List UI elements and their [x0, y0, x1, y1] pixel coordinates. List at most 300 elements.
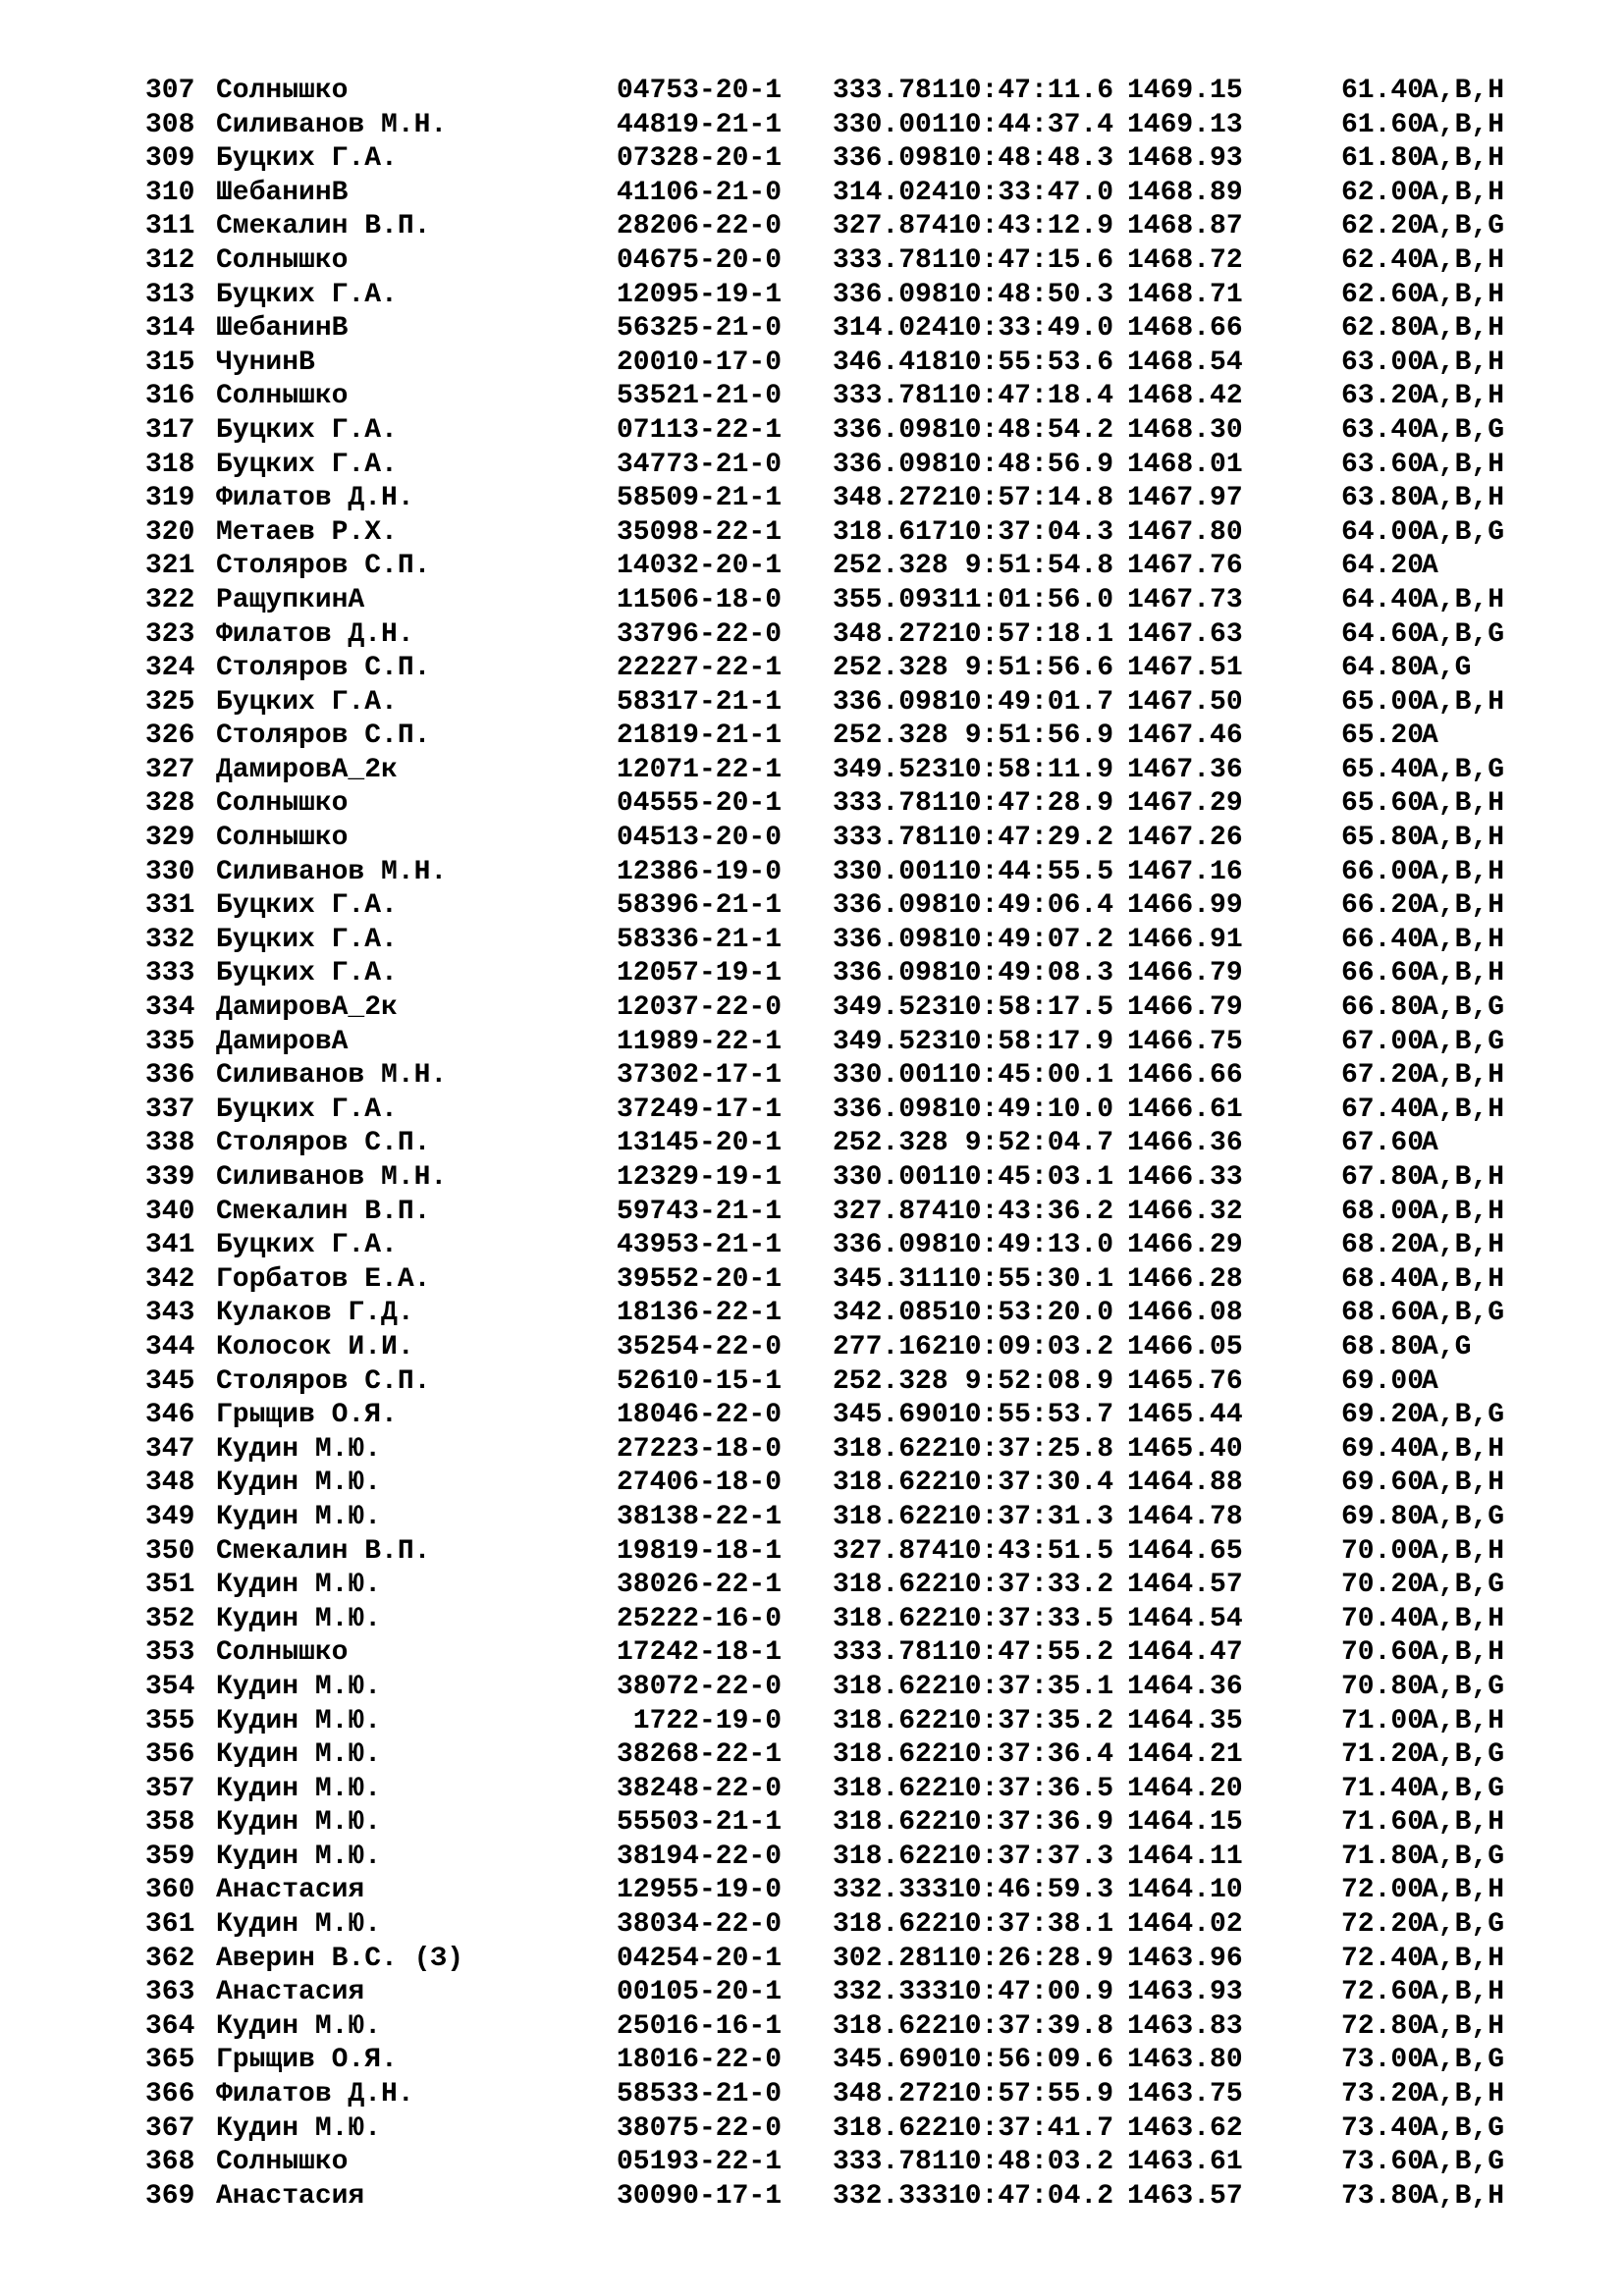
groups: A,B,G: [1422, 618, 1505, 650]
arrival-time: 10:45:03.1: [947, 1162, 1113, 1193]
distance: 318.622: [833, 1570, 948, 1601]
distance: 345.690: [833, 1400, 948, 1431]
arrival-time: 10:48:56.9: [947, 449, 1113, 480]
distance: 349.523: [833, 754, 948, 785]
arrival-time: 10:48:48.3: [947, 143, 1113, 175]
groups: A: [1422, 551, 1438, 582]
arrival-time: 10:47:28.9: [947, 788, 1113, 820]
groups: A,B,H: [1422, 1705, 1505, 1736]
arrival-time: 10:37:25.8: [947, 1433, 1113, 1465]
distance: 318.622: [833, 1773, 948, 1804]
coefficient: 67.60: [1341, 1128, 1425, 1159]
groups: A,B,H: [1422, 1977, 1505, 2008]
arrival-time: 10:37:36.5: [947, 1773, 1113, 1804]
groups: A,B,H: [1422, 313, 1505, 345]
groups: A,B,H: [1422, 686, 1505, 718]
ring-code: 37302-17-1: [616, 1060, 782, 1092]
row-number: 364: [145, 2010, 195, 2042]
coefficient: 68.40: [1341, 1263, 1425, 1295]
participant-name: ШебанинВ: [216, 177, 349, 208]
participant-name: Буцких Г.А.: [216, 890, 398, 922]
groups: A,B,G: [1422, 2045, 1505, 2076]
distance: 349.523: [833, 992, 948, 1024]
participant-name: Кулаков Г.Д.: [216, 1298, 414, 1329]
row-number: 368: [145, 2147, 195, 2178]
speed: 1466.29: [1127, 1230, 1243, 1261]
speed: 1467.76: [1127, 551, 1243, 582]
ring-code: 27406-18-0: [616, 1468, 782, 1499]
distance: 355.093: [833, 584, 948, 615]
coefficient: 72.20: [1341, 1909, 1425, 1941]
groups: A,B,H: [1422, 1637, 1505, 1669]
groups: A,B,H: [1422, 856, 1505, 887]
coefficient: 66.80: [1341, 992, 1425, 1024]
speed: 1465.44: [1127, 1400, 1243, 1431]
row-number: 347: [145, 1433, 195, 1465]
coefficient: 65.20: [1341, 721, 1425, 752]
participant-name: Колосок И.И.: [216, 1331, 414, 1362]
coefficient: 71.40: [1341, 1773, 1425, 1804]
groups: A,B,G: [1422, 1026, 1505, 1057]
participant-name: Кудин М.Ю.: [216, 1468, 382, 1499]
ring-code: 22227-22-1: [616, 653, 782, 684]
row-number: 362: [145, 1943, 195, 1974]
coefficient: 61.40: [1341, 76, 1425, 106]
coefficient: 64.60: [1341, 618, 1425, 650]
distance: 318.622: [833, 1671, 948, 1702]
ring-code: 43953-21-1: [616, 1230, 782, 1261]
arrival-time: 10:55:53.7: [947, 1400, 1113, 1431]
row-number: 367: [145, 2112, 195, 2144]
ring-code: 1722-19-0: [632, 1705, 782, 1736]
distance: 345.690: [833, 2045, 948, 2076]
participant-name: Смекалин В.П.: [216, 211, 431, 242]
ring-code: 18136-22-1: [616, 1298, 782, 1329]
participant-name: Буцких Г.А.: [216, 924, 398, 955]
arrival-time: 10:47:00.9: [947, 1977, 1113, 2008]
participant-name: Филатов Д.Н.: [216, 618, 414, 650]
distance: 330.001: [833, 856, 948, 887]
speed: 1468.54: [1127, 347, 1243, 378]
arrival-time: 10:57:18.1: [947, 618, 1113, 650]
speed: 1463.96: [1127, 1943, 1243, 1974]
speed: 1469.13: [1127, 109, 1243, 140]
coefficient: 71.60: [1341, 1807, 1425, 1839]
distance: 336.098: [833, 1230, 948, 1261]
speed: 1468.01: [1127, 449, 1243, 480]
ring-code: 04753-20-1: [616, 76, 782, 106]
ring-code: 56325-21-0: [616, 313, 782, 345]
row-number: 342: [145, 1263, 195, 1295]
participant-name: Столяров С.П.: [216, 1128, 431, 1159]
coefficient: 67.20: [1341, 1060, 1425, 1092]
speed: 1464.10: [1127, 1875, 1243, 1906]
ring-code: 58336-21-1: [616, 924, 782, 955]
distance: 336.098: [833, 143, 948, 175]
coefficient: 72.00: [1341, 1875, 1425, 1906]
participant-name: ДамировА_2к: [216, 754, 398, 785]
row-number: 350: [145, 1535, 195, 1567]
participant-name: Кудин М.Ю.: [216, 1739, 382, 1771]
distance: 336.098: [833, 1094, 948, 1125]
arrival-time: 10:37:30.4: [947, 1468, 1113, 1499]
coefficient: 70.00: [1341, 1535, 1425, 1567]
speed: 1463.61: [1127, 2147, 1243, 2178]
participant-name: Столяров С.П.: [216, 551, 431, 582]
row-number: 348: [145, 1468, 195, 1499]
participant-name: Кудин М.Ю.: [216, 1773, 382, 1804]
arrival-time: 10:47:18.4: [947, 381, 1113, 412]
ring-code: 59743-21-1: [616, 1196, 782, 1227]
arrival-time: 9:51:54.8: [964, 551, 1113, 582]
ring-code: 18016-22-0: [616, 2045, 782, 2076]
groups: A,B,H: [1422, 2010, 1505, 2042]
participant-name: Буцких Г.А.: [216, 958, 398, 989]
ring-code: 12955-19-0: [616, 1875, 782, 1906]
groups: A,B,H: [1422, 924, 1505, 955]
coefficient: 64.80: [1341, 653, 1425, 684]
ring-code: 58317-21-1: [616, 686, 782, 718]
groups: A,B,H: [1422, 1468, 1505, 1499]
coefficient: 62.40: [1341, 244, 1425, 276]
ring-code: 20010-17-0: [616, 347, 782, 378]
participant-name: Буцких Г.А.: [216, 279, 398, 310]
row-number: 354: [145, 1671, 195, 1702]
participant-name: Столяров С.П.: [216, 653, 431, 684]
row-number: 315: [145, 347, 195, 378]
arrival-time: 9:51:56.9: [964, 721, 1113, 752]
participant-name: Кудин М.Ю.: [216, 1501, 382, 1532]
row-number: 359: [145, 1841, 195, 1872]
speed: 1464.21: [1127, 1739, 1243, 1771]
row-number: 320: [145, 516, 195, 548]
groups: A,B,G: [1422, 1671, 1505, 1702]
groups: A,B,H: [1422, 279, 1505, 310]
coefficient: 66.60: [1341, 958, 1425, 989]
arrival-time: 10:33:47.0: [947, 177, 1113, 208]
distance: 336.098: [833, 686, 948, 718]
speed: 1466.66: [1127, 1060, 1243, 1092]
coefficient: 70.60: [1341, 1637, 1425, 1669]
coefficient: 63.00: [1341, 347, 1425, 378]
row-number: 335: [145, 1026, 195, 1057]
groups: A,B,H: [1422, 244, 1505, 276]
groups: A,B,H: [1422, 1433, 1505, 1465]
participant-name: Силиванов М.Н.: [216, 109, 448, 140]
participant-name: Столяров С.П.: [216, 1365, 431, 1397]
row-number: 369: [145, 2180, 195, 2212]
speed: 1463.57: [1127, 2180, 1243, 2212]
participant-name: Силиванов М.Н.: [216, 1162, 448, 1193]
speed: 1465.76: [1127, 1365, 1243, 1397]
coefficient: 69.60: [1341, 1468, 1425, 1499]
participant-name: Анастасия: [216, 1977, 365, 2008]
ring-code: 55503-21-1: [616, 1807, 782, 1839]
distance: 348.272: [833, 618, 948, 650]
distance: 336.098: [833, 924, 948, 955]
speed: 1466.75: [1127, 1026, 1243, 1057]
ring-code: 11506-18-0: [616, 584, 782, 615]
groups: A,B,G: [1422, 992, 1505, 1024]
arrival-time: 10:49:13.0: [947, 1230, 1113, 1261]
arrival-time: 10:44:55.5: [947, 856, 1113, 887]
row-number: 322: [145, 584, 195, 615]
coefficient: 67.80: [1341, 1162, 1425, 1193]
arrival-time: 10:57:55.9: [947, 2079, 1113, 2110]
ring-code: 00105-20-1: [616, 1977, 782, 2008]
coefficient: 62.80: [1341, 313, 1425, 345]
arrival-time: 10:26:28.9: [947, 1943, 1113, 1974]
ring-code: 38268-22-1: [616, 1739, 782, 1771]
ring-code: 58396-21-1: [616, 890, 782, 922]
coefficient: 62.00: [1341, 177, 1425, 208]
ring-code: 05193-22-1: [616, 2147, 782, 2178]
groups: A,B,H: [1422, 1807, 1505, 1839]
participant-name: Буцких Г.А.: [216, 686, 398, 718]
row-number: 333: [145, 958, 195, 989]
ring-code: 12095-19-1: [616, 279, 782, 310]
distance: 252.328: [833, 1128, 948, 1159]
distance: 336.098: [833, 279, 948, 310]
arrival-time: 10:58:17.5: [947, 992, 1113, 1024]
participant-name: Солнышко: [216, 2147, 349, 2178]
speed: 1468.66: [1127, 313, 1243, 345]
coefficient: 69.20: [1341, 1400, 1425, 1431]
row-number: 343: [145, 1298, 195, 1329]
speed: 1463.75: [1127, 2079, 1243, 2110]
groups: A: [1422, 1128, 1438, 1159]
coefficient: 65.00: [1341, 686, 1425, 718]
distance: 348.272: [833, 483, 948, 514]
speed: 1467.29: [1127, 788, 1243, 820]
groups: A,B,H: [1422, 958, 1505, 989]
groups: A,G: [1422, 1331, 1472, 1362]
arrival-time: 10:43:36.2: [947, 1196, 1113, 1227]
speed: 1466.79: [1127, 992, 1243, 1024]
arrival-time: 10:33:49.0: [947, 313, 1113, 345]
arrival-time: 10:55:53.6: [947, 347, 1113, 378]
distance: 333.781: [833, 2147, 948, 2178]
participant-name: ЧунинВ: [216, 347, 315, 378]
distance: 346.418: [833, 347, 948, 378]
row-number: 345: [145, 1365, 195, 1397]
participant-name: Кудин М.Ю.: [216, 1433, 382, 1465]
ring-code: 11989-22-1: [616, 1026, 782, 1057]
ring-code: 38075-22-0: [616, 2112, 782, 2144]
distance: 336.098: [833, 958, 948, 989]
ring-code: 12037-22-0: [616, 992, 782, 1024]
participant-name: Кудин М.Ю.: [216, 1807, 382, 1839]
arrival-time: 10:56:09.6: [947, 2045, 1113, 2076]
ring-code: 04513-20-0: [616, 823, 782, 854]
participant-name: Буцких Г.А.: [216, 143, 398, 175]
row-number: 318: [145, 449, 195, 480]
arrival-time: 10:09:03.2: [947, 1331, 1113, 1362]
distance: 314.024: [833, 177, 948, 208]
arrival-time: 10:58:11.9: [947, 754, 1113, 785]
coefficient: 61.60: [1341, 109, 1425, 140]
participant-name: Солнышко: [216, 788, 349, 820]
row-number: 356: [145, 1739, 195, 1771]
groups: A,B,H: [1422, 1094, 1505, 1125]
ring-code: 52610-15-1: [616, 1365, 782, 1397]
speed: 1465.40: [1127, 1433, 1243, 1465]
coefficient: 73.40: [1341, 2112, 1425, 2144]
distance: 252.328: [833, 653, 948, 684]
arrival-time: 10:49:06.4: [947, 890, 1113, 922]
row-number: 337: [145, 1094, 195, 1125]
participant-name: Кудин М.Ю.: [216, 1841, 382, 1872]
participant-name: Кудин М.Ю.: [216, 1705, 382, 1736]
participant-name: Солнышко: [216, 76, 349, 106]
arrival-time: 10:47:15.6: [947, 244, 1113, 276]
speed: 1464.20: [1127, 1773, 1243, 1804]
participant-name: ДамировА_2к: [216, 992, 398, 1024]
row-number: 308: [145, 109, 195, 140]
distance: 318.622: [833, 1909, 948, 1941]
ring-code: 04555-20-1: [616, 788, 782, 820]
arrival-time: 10:48:03.2: [947, 2147, 1113, 2178]
ring-code: 38072-22-0: [616, 1671, 782, 1702]
participant-name: Грыщив О.Я.: [216, 1400, 398, 1431]
arrival-time: 10:37:33.5: [947, 1603, 1113, 1634]
row-number: 330: [145, 856, 195, 887]
groups: A,B,H: [1422, 890, 1505, 922]
coefficient: 65.80: [1341, 823, 1425, 854]
arrival-time: 10:49:01.7: [947, 686, 1113, 718]
participant-name: Кудин М.Ю.: [216, 1570, 382, 1601]
speed: 1464.35: [1127, 1705, 1243, 1736]
distance: 318.622: [833, 1501, 948, 1532]
row-number: 340: [145, 1196, 195, 1227]
participant-name: Буцких Г.А.: [216, 449, 398, 480]
ring-code: 44819-21-1: [616, 109, 782, 140]
row-number: 314: [145, 313, 195, 345]
speed: 1466.36: [1127, 1128, 1243, 1159]
speed: 1468.30: [1127, 414, 1243, 446]
row-number: 358: [145, 1807, 195, 1839]
row-number: 316: [145, 381, 195, 412]
coefficient: 69.40: [1341, 1433, 1425, 1465]
groups: A,B,G: [1422, 1739, 1505, 1771]
coefficient: 68.20: [1341, 1230, 1425, 1261]
distance: 318.622: [833, 1807, 948, 1839]
row-number: 357: [145, 1773, 195, 1804]
arrival-time: 10:48:54.2: [947, 414, 1113, 446]
speed: 1466.91: [1127, 924, 1243, 955]
groups: A,B,G: [1422, 1400, 1505, 1431]
ring-code: 38248-22-0: [616, 1773, 782, 1804]
participant-name: Анастасия: [216, 2180, 365, 2212]
row-number: 327: [145, 754, 195, 785]
participant-name: Силиванов М.Н.: [216, 1060, 448, 1092]
row-number: 363: [145, 1977, 195, 2008]
groups: A,B,H: [1422, 1535, 1505, 1567]
speed: 1468.42: [1127, 381, 1243, 412]
speed: 1469.15: [1127, 76, 1243, 106]
speed: 1467.63: [1127, 618, 1243, 650]
row-number: 317: [145, 414, 195, 446]
speed: 1464.36: [1127, 1671, 1243, 1702]
coefficient: 63.20: [1341, 381, 1425, 412]
ring-code: 41106-21-0: [616, 177, 782, 208]
speed: 1467.46: [1127, 721, 1243, 752]
distance: 318.622: [833, 2010, 948, 2042]
row-number: 331: [145, 890, 195, 922]
distance: 342.085: [833, 1298, 948, 1329]
row-number: 310: [145, 177, 195, 208]
groups: A,B,H: [1422, 483, 1505, 514]
coefficient: 71.80: [1341, 1841, 1425, 1872]
arrival-time: 10:37:39.8: [947, 2010, 1113, 2042]
distance: 333.781: [833, 76, 948, 106]
coefficient: 71.20: [1341, 1739, 1425, 1771]
participant-name: Грыщив О.Я.: [216, 2045, 398, 2076]
arrival-time: 10:37:41.7: [947, 2112, 1113, 2144]
distance: 252.328: [833, 551, 948, 582]
ring-code: 12057-19-1: [616, 958, 782, 989]
speed: 1464.47: [1127, 1637, 1243, 1669]
groups: A,B,G: [1422, 754, 1505, 785]
arrival-time: 10:43:51.5: [947, 1535, 1113, 1567]
ring-code: 30090-17-1: [616, 2180, 782, 2212]
groups: A,B,H: [1422, 1162, 1505, 1193]
groups: A,B,H: [1422, 2079, 1505, 2110]
row-number: 336: [145, 1060, 195, 1092]
groups: A,B,H: [1422, 177, 1505, 208]
distance: 345.311: [833, 1263, 948, 1295]
speed: 1467.97: [1127, 483, 1243, 514]
participant-name: Аверин В.С. (З): [216, 1943, 464, 1974]
row-number: 326: [145, 721, 195, 752]
coefficient: 68.60: [1341, 1298, 1425, 1329]
arrival-time: 10:47:04.2: [947, 2180, 1113, 2212]
coefficient: 64.00: [1341, 516, 1425, 548]
participant-name: Буцких Г.А.: [216, 1230, 398, 1261]
groups: A,B,H: [1422, 1060, 1505, 1092]
coefficient: 73.00: [1341, 2045, 1425, 2076]
row-number: 366: [145, 2079, 195, 2110]
ring-code: 21819-21-1: [616, 721, 782, 752]
coefficient: 62.60: [1341, 279, 1425, 310]
ring-code: 38194-22-0: [616, 1841, 782, 1872]
row-number: 360: [145, 1875, 195, 1906]
groups: A,B,H: [1422, 1943, 1505, 1974]
distance: 318.617: [833, 516, 948, 548]
coefficient: 63.40: [1341, 414, 1425, 446]
distance: 314.024: [833, 313, 948, 345]
row-number: 339: [145, 1162, 195, 1193]
ring-code: 53521-21-0: [616, 381, 782, 412]
groups: A,B,G: [1422, 211, 1505, 242]
participant-name: ДамировА: [216, 1026, 349, 1057]
coefficient: 66.00: [1341, 856, 1425, 887]
speed: 1463.80: [1127, 2045, 1243, 2076]
row-number: 312: [145, 244, 195, 276]
arrival-time: 10:37:35.2: [947, 1705, 1113, 1736]
speed: 1467.50: [1127, 686, 1243, 718]
arrival-time: 10:37:38.1: [947, 1909, 1113, 1941]
groups: A,B,H: [1422, 381, 1505, 412]
speed: 1466.32: [1127, 1196, 1243, 1227]
distance: 252.328: [833, 721, 948, 752]
ring-code: 04675-20-0: [616, 244, 782, 276]
groups: A,B,G: [1422, 1773, 1505, 1804]
groups: A,B,H: [1422, 1230, 1505, 1261]
participant-name: Буцких Г.А.: [216, 1094, 398, 1125]
distance: 330.001: [833, 1060, 948, 1092]
ring-code: 14032-20-1: [616, 551, 782, 582]
